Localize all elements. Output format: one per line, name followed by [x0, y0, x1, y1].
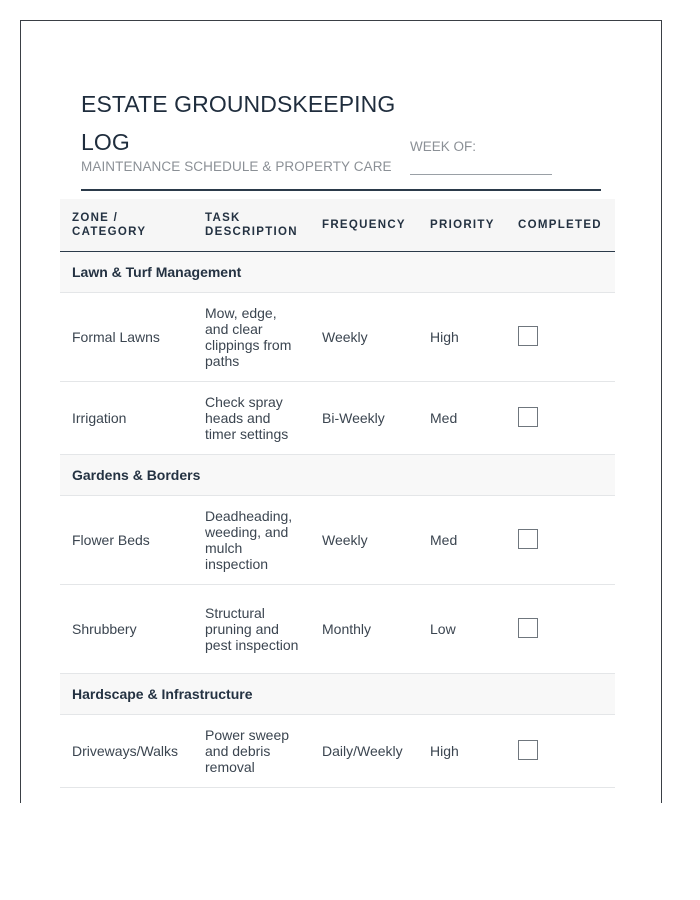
task-cell: Mow, edge, and clear clippings from paths [193, 293, 310, 382]
frequency-cell: Daily/Weekly [310, 715, 418, 788]
completed-checkbox[interactable] [518, 618, 538, 638]
completed-checkbox[interactable] [518, 407, 538, 427]
table-row [60, 293, 615, 382]
priority-cell: Med [418, 382, 506, 455]
document-subtitle: MAINTENANCE SCHEDULE & PROPERTY CARE [81, 159, 392, 174]
column-header-zone: ZONE / CATEGORY [60, 199, 193, 252]
table-row [60, 382, 615, 455]
priority-cell: High [418, 715, 506, 788]
priority-cell: Low [418, 585, 506, 674]
completed-cell [506, 293, 615, 382]
zone-cell: Irrigation [60, 382, 193, 455]
priority-cell: High [418, 293, 506, 382]
zone-cell: Flower Beds [60, 496, 193, 585]
task-cell: Structural pruning and pest inspection [193, 585, 310, 674]
column-header-completed: COMPLETED [506, 199, 615, 252]
document-title: ESTATE GROUNDSKEEPING LOG [81, 91, 396, 155]
completed-cell [506, 585, 615, 674]
category-label: Lawn & Turf Management [60, 252, 615, 293]
table-row [60, 715, 615, 788]
category-row [60, 674, 615, 715]
frequency-cell: Monthly [310, 585, 418, 674]
zone-cell: Shrubbery [60, 585, 193, 674]
completed-checkbox[interactable] [518, 529, 538, 549]
table-header-row [60, 199, 615, 252]
task-cell: Power sweep and debris removal [193, 715, 310, 788]
priority-cell: Med [418, 496, 506, 585]
task-cell: Deadheading, weeding, and mulch inspection [193, 496, 310, 585]
frequency-cell: Bi-Weekly [310, 382, 418, 455]
zone-cell: Formal Lawns [60, 293, 193, 382]
table-row [60, 585, 615, 674]
category-label: Hardscape & Infrastructure [60, 674, 615, 715]
week-of-field[interactable] [410, 174, 552, 175]
document-header [81, 85, 601, 191]
category-label: Gardens & Borders [60, 455, 615, 496]
table-row [60, 496, 615, 585]
completed-checkbox[interactable] [518, 740, 538, 760]
completed-checkbox[interactable] [518, 326, 538, 346]
completed-cell [506, 382, 615, 455]
frequency-cell: Weekly [310, 293, 418, 382]
column-header-task: TASK DESCRIPTION [193, 199, 310, 252]
category-row [60, 455, 615, 496]
completed-cell [506, 715, 615, 788]
task-cell: Check spray heads and timer settings [193, 382, 310, 455]
frequency-cell: Weekly [310, 496, 418, 585]
category-row [60, 252, 615, 293]
column-header-priority: PRIORITY [418, 199, 506, 252]
column-header-frequency: FREQUENCY [310, 199, 418, 252]
groundskeeping-table [60, 199, 615, 788]
week-of-label: WEEK OF: [410, 139, 477, 154]
completed-cell [506, 496, 615, 585]
zone-cell: Driveways/Walks [60, 715, 193, 788]
